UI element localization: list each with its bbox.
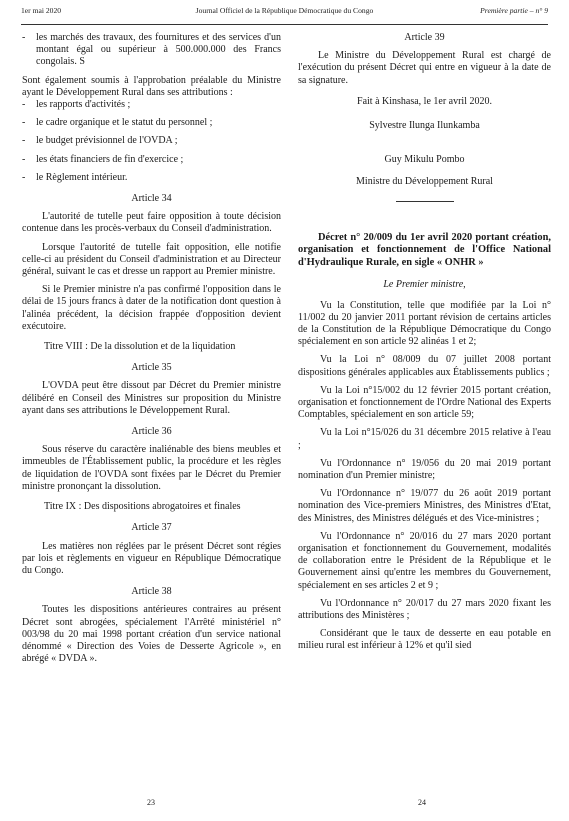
section-divider — [396, 201, 454, 202]
article-34-p1: L'autorité de tutelle peut faire opposition à toute décision contenue dans les procès-verbaux du Conseil d'administration. — [22, 211, 281, 235]
right-column — [298, 32, 551, 659]
signature-place-date: Fait à Kinshasa, le 1er avril 2020. — [357, 95, 492, 107]
title-8-heading: Titre VIII : De la dissolution et de la liquidation — [44, 341, 236, 353]
signatory-minister-title: Ministre du Développement Rural — [356, 176, 493, 188]
visa-paragraph: Vu la Loi n° 08/009 du 07 juillet 2008 portant dispositions générales applicables aux Établissements publics ; — [298, 354, 551, 378]
article-35-text: L'OVDA peut être dissout par Décret du Premier ministre délibéré en Conseil des Ministres sur proposition du Ministre ayant dans ses attributions le Développement Rural. — [22, 380, 281, 416]
header-section: Première partie – n° 9 — [480, 6, 548, 15]
visa-paragraph: Vu l'Ordonnance n° 20/016 du 27 mars 2020 portant organisation et fonctionnement du Gouvernement, modalités de collaboration entre le Président de la République et le Gouvernement ainsi qu'entre les membres du Gouvernement, spécialement en ses articles 2 et 9 ; — [298, 530, 551, 591]
article-39-heading: Article 39 — [404, 32, 445, 43]
list-item: - les états financiers de fin d'exercice ; — [22, 154, 281, 166]
visa-paragraph: Vu l'Ordonnance n° 19/056 du 20 mai 2019 portant nomination d'un Premier ministre; — [298, 457, 551, 482]
article-38-text: Toutes les dispositions antérieures contraires au présent Décret sont abrogées, spécialement l'Arrêté ministériel n° 003/98 du 20 mai 1998 portant création d'un service national dénommé « Direction des Voies de Desserte Agricole », en abrégé « DVDA ». — [22, 604, 281, 665]
decree-title: Décret n° 20/009 du 1er avril 2020 portant création, organisation et fonctionnement de l'Office National d'Hydraulique Rurale, en sigle « ONHR » — [298, 231, 551, 268]
list-item: - le budget prévisionnel de l'OVDA ; — [22, 135, 281, 147]
article-38-heading: Article 38 — [131, 586, 172, 598]
visa-paragraph: Vu l'Ordonnance n° 19/077 du 26 août 2019 portant nomination des Vice-premiers Ministres, des Ministres d'Etat, des Ministres, des Ministres délégués et des Vice-ministres ; — [298, 488, 551, 524]
article-37-text: Les matières non réglées par le présent Décret sont régies par lois et règlements en vigueur en République Démocratique du Congo. — [22, 540, 281, 576]
considering-paragraph: Considérant que le taux de desserte en eau potable en milieu rural est inférieur à 12% et qu'il sied — [298, 628, 551, 652]
prime-minister-heading: Le Premier ministre, — [383, 279, 466, 291]
visa-paragraph: Vu la Loi n°15/002 du 12 février 2015 portant création, organisation et fonctionnement de l'Ordre National des Experts Comptables, spécialement en son article 59; — [298, 384, 551, 421]
header-journal-title: Journal Officiel de la République Démocratique du Congo — [195, 6, 374, 15]
article-37-heading: Article 37 — [131, 522, 172, 534]
article-34-p2: Lorsque l'autorité de tutelle fait opposition, elle notifie celle-ci au président du Conseil d'administration et au Directeur général, suivant le cas et dresse un rapport au Premier ministre. — [22, 241, 281, 278]
visa-paragraph: Vu l'Ordonnance n° 20/017 du 27 mars 2020 fixant les attributions des Ministères ; — [298, 597, 551, 622]
signatory-minister: Guy Mikulu Pombo — [384, 154, 465, 166]
list-item: - les marchés des travaux, des fournitures et des services d'un montant égal ou supérieur à 500.000.000 des Francs congolais. S — [22, 32, 281, 69]
article-35-heading: Article 35 — [131, 362, 172, 374]
article-36-text: Sous réserve du caractère inaliénable des biens meubles et immeubles de l'Établissement public, la procédure et les règles de liquidation de l'OVDA sont fixées par le Décret du Premier ministre prononçant la dissolution. — [22, 444, 281, 492]
list-item: - le Règlement intérieur. — [22, 172, 281, 184]
page-number-right: 24 — [418, 798, 426, 807]
title-9-heading: Titre IX : Des dispositions abrogatoires et finales — [44, 501, 241, 513]
article-36-heading: Article 36 — [131, 426, 172, 438]
attributions-list — [22, 99, 281, 184]
visa-paragraph: Vu la Loi n°15/026 du 31 décembre 2015 relative à l'eau ; — [298, 427, 551, 451]
header-date: 1er mai 2020 — [21, 6, 62, 15]
page-header — [21, 6, 548, 25]
bullet-list-marches — [22, 32, 281, 69]
paragraph-approbation: Sont également soumis à l'approbation préalable du Ministre ayant le Développement Rural dans ses attributions : — [22, 74, 281, 98]
article-34-p3: Si le Premier ministre n'a pas confirmé l'opposition dans le délai de 15 jours francs à dater de la notification dont question à l'alinéa précédent, la décision frappée d'opposition devient exécutoire. — [22, 284, 281, 332]
page-number-left: 23 — [147, 798, 155, 807]
list-item: - le cadre organique et le statut du personnel ; — [22, 117, 281, 129]
list-item: - les rapports d'activités ; — [22, 99, 281, 111]
signatory-prime-minister: Sylvestre Ilunga Ilunkamba — [369, 120, 480, 132]
left-column — [22, 32, 281, 665]
visa-paragraph: Vu la Constitution, telle que modifiée par la Loi n° 11/002 du 20 janvier 2011 portant révision de certains articles de la Constitution de la République Démocratique du Congo spécialement en son article 92 alinéas 1 et 2; — [298, 299, 551, 348]
article-39-text: Le Ministre du Développement Rural est chargé de l'exécution du présent Décret qui entre en vigueur à la date de sa signature. — [298, 50, 551, 86]
article-34-heading: Article 34 — [131, 193, 172, 205]
